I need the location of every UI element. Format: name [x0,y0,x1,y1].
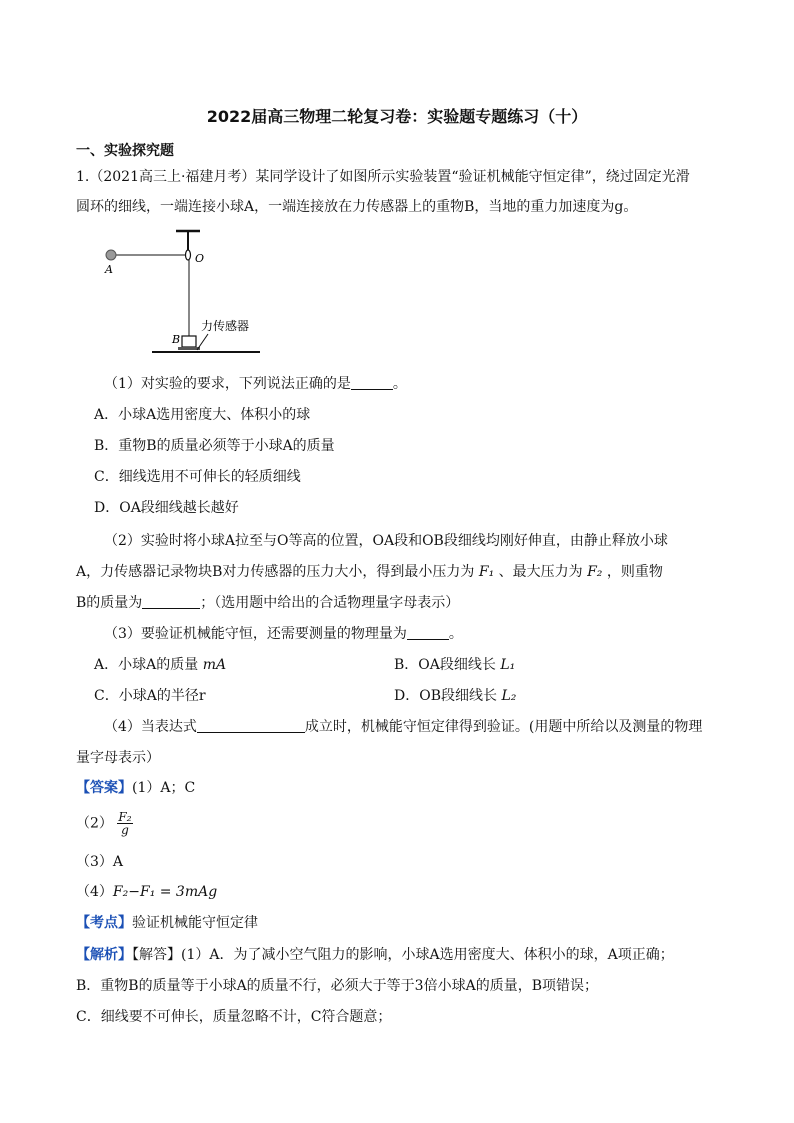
answer-line2: （2） $\frac{\text{F₂}}{g}$ [76,810,132,837]
section-heading: 一、实验探究题 [76,143,174,159]
answer-tag: 【答案】 [76,780,132,796]
part3-options-row2 [94,686,744,706]
part3-options-row1 [94,655,744,675]
answer-line1: 【答案】(1）A；C [76,780,196,796]
answer-blank-2 [142,594,200,609]
answer-fraction: $\frac{\text{F₂}}{g}$ [118,810,132,837]
symbol-f2: F₂ [587,564,603,580]
weight-b [182,336,196,347]
part2-line3: B的质量为 ；（选用题中给出的合适物理量字母表示） [76,595,460,611]
analysis-line1: 【解析】【解答】(1）A．为了减小空气阻力的影响，小球A选用密度大、体积小的球，A项正确； [76,947,674,963]
part1-option-b: B．重物B的质量必须等于小球A的质量 [94,438,335,454]
answer-expression: F₂−F₁ = 3mAg [112,884,218,900]
part1-stem: （1）对实验的要求，下列说法正确的是 。 [104,376,407,392]
ball-a [106,250,116,260]
part1-option-c: C．细线选用不可伸长的轻质细线 [94,469,301,485]
answer-blank-1 [351,375,393,390]
part3-option-a: A．小球A的质量 mA [94,657,227,673]
kaodian-line: 【考点】验证机械能守恒定律 [76,915,258,931]
answer-line3: （3）A [76,854,124,870]
analysis-line2: B．重物B的质量等于小球A的质量不行，必须大于等于3倍小球A的质量，B项错误； [76,978,598,994]
pulley-ring [186,250,191,260]
question-intro-line2: 圆环的细线，一端连接小球A，一端连接放在力传感器上的重物B，当地的重力加速度为g。 [76,199,638,215]
part1-option-d: D．OA段细线越长越好 [94,500,239,516]
part3-option-b: B．OA段细线长 L₁ [394,657,516,673]
part4-line2: 量字母表示） [76,750,160,766]
question-intro-line1: 1.（2021高三上·福建月考）某同学设计了如图所示实验装置“验证机械能守恒定律”，绕过固定光滑 [76,169,690,185]
part3-option-c: C．小球A的半径r [94,688,206,704]
label-o: O [195,252,205,265]
part3-stem: （3）要验证机械能守恒，还需要测量的物理量为 。 [104,626,463,642]
symbol-f1: F₁ [478,564,495,580]
part1-option-a: A．小球A选用密度大、体积小的球 [94,407,311,423]
analysis-tag: 【解析】 [76,947,132,963]
part4-line1: （4）当表达式 成立时，机械能守恒定律得到验证。(用题中所给以及测量的物理 [104,719,703,735]
page-title: 2022届高三物理二轮复习卷：实验题专题练习（十） [206,107,588,126]
force-sensor [178,347,200,350]
experiment-figure [100,226,280,358]
part3-option-d: D．OB段细线长 L₂ [394,688,517,704]
label-a: A [105,263,113,276]
answer-blank-4 [197,718,305,733]
part2-line1: （2）实验时将小球A拉至与O等高的位置，OA段和OB段细线均刚好伸直，由静止释放小球 [104,533,668,549]
label-force-sensor: 力传感器 [201,319,250,333]
kaodian-tag: 【考点】 [76,915,132,931]
part2-line2: A，力传感器记录物块B对力传感器的压力大小，得到最小压力为 F₁ 、最大压力为 F₂ ，则重物 [76,564,663,580]
label-b: B [172,333,181,346]
analysis-line3: C．细线要不可伸长，质量忽略不计，C符合题意； [76,1009,392,1025]
answer-blank-3 [407,625,449,640]
answer-line4: （4）F₂−F₁ = 3mAg [76,884,218,900]
